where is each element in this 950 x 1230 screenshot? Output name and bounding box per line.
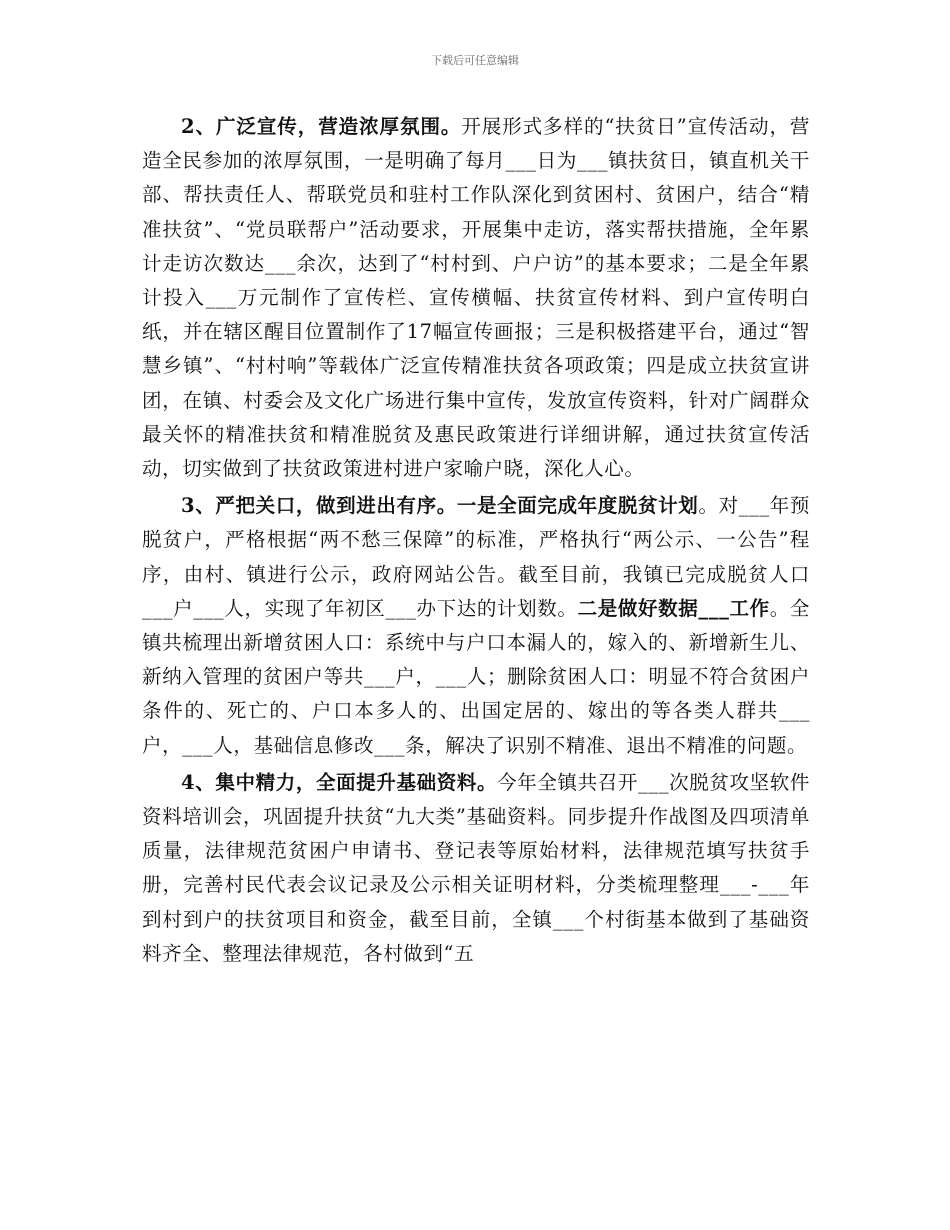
- paragraph-2-body: 开展形式多样的“扶贫日”宣传活动，营造全民参加的浓厚氛围，一是明确了每月___日为___镇扶贫日，镇直机关干部、帮扶责任人、帮联党员和驻村工作队深化到贫困村、贫困户，结合“精准扶贫”、“党员联帮户”活动要求，开展集中走访，落实帮扶措施，全年累计走访次数达___余次，达到了“村村到、户户访”的基本要求；二是全年累计投入___万元制作了宣传栏、宣传横幅、扶贫宣传材料、到户宣传明白纸，并在辖区醒目位置制作了17幅宣传画报；三是积极搭建平台，通过“智慧乡镇”、“村村响”等载体广泛宣传精准扶贫各项政策；四是成立扶贫宣讲团，在镇、村委会及文化广场进行集中宣传，发放宣传资料，针对广阔群众最关怀的精准扶贫和精准脱贫及惠民政策进行详细讲解，通过扶贫宣传活动，切实做到了扶贫政策进村进户家喻户晓，深化人心。: [142, 115, 810, 481]
- paragraph-4-heading: 4、集中精力，全面提升基础资料。: [181, 770, 498, 794]
- paragraph-4: [142, 766, 810, 971]
- paragraph-3-subheading-2: 二是做好数据___工作: [577, 596, 770, 620]
- paragraph-3-body-2: 。全镇共梳理出新增贫困人口：系统中与户口本漏人的，嫁入的、新增新生儿、新纳入管理的贫困户等共___户，___人；删除贫困人口：明显不符合贫困户条件的、死亡的、户口本多人的、出国定居的、嫁出的等各类人群共___户，___人，基础信息修改___条，解决了识别不精准、退出不精准的问题。: [142, 596, 811, 757]
- paragraph-3-body-1: 。对___年预脱贫户，严格根据“两不愁三保障”的标准，严格执行“两公示、一公告”程序，由村、镇进行公示，政府网站公告。截至目前，我镇已完成脱贫人口___户___人，实现了年初区___办下达的计划数。: [142, 494, 811, 620]
- paragraph-3-heading: 3、严把关口，做到进出有序。: [181, 494, 457, 518]
- paragraph-2: [142, 110, 810, 486]
- document-body: [142, 110, 810, 974]
- paragraph-4-body: 今年全镇共召开___次脱贫攻坚软件资料培训会，巩固提升扶贫“九大类”基础资料。同步提升作战图及四项清单质量，法律规范贫困户申请书、登记表等原始材料，法律规范填写扶贫手册，完善村民代表会议记录及公示相关证明材料，分类梳理整理___-___年到村到户的扶贫项目和资金，截至目前，全镇___个村街基本做到了基础资料齐全、整理法律规范，各村做到“五: [142, 770, 810, 965]
- page-header: 下载后可任意编辑: [431, 54, 519, 67]
- paragraph-3-subheading-1: 一是全面完成年度脱贫计划: [456, 494, 699, 518]
- paragraph-3: [142, 489, 810, 763]
- paragraph-2-heading: 2、广泛宣传，营造浓厚氛围。: [181, 115, 462, 138]
